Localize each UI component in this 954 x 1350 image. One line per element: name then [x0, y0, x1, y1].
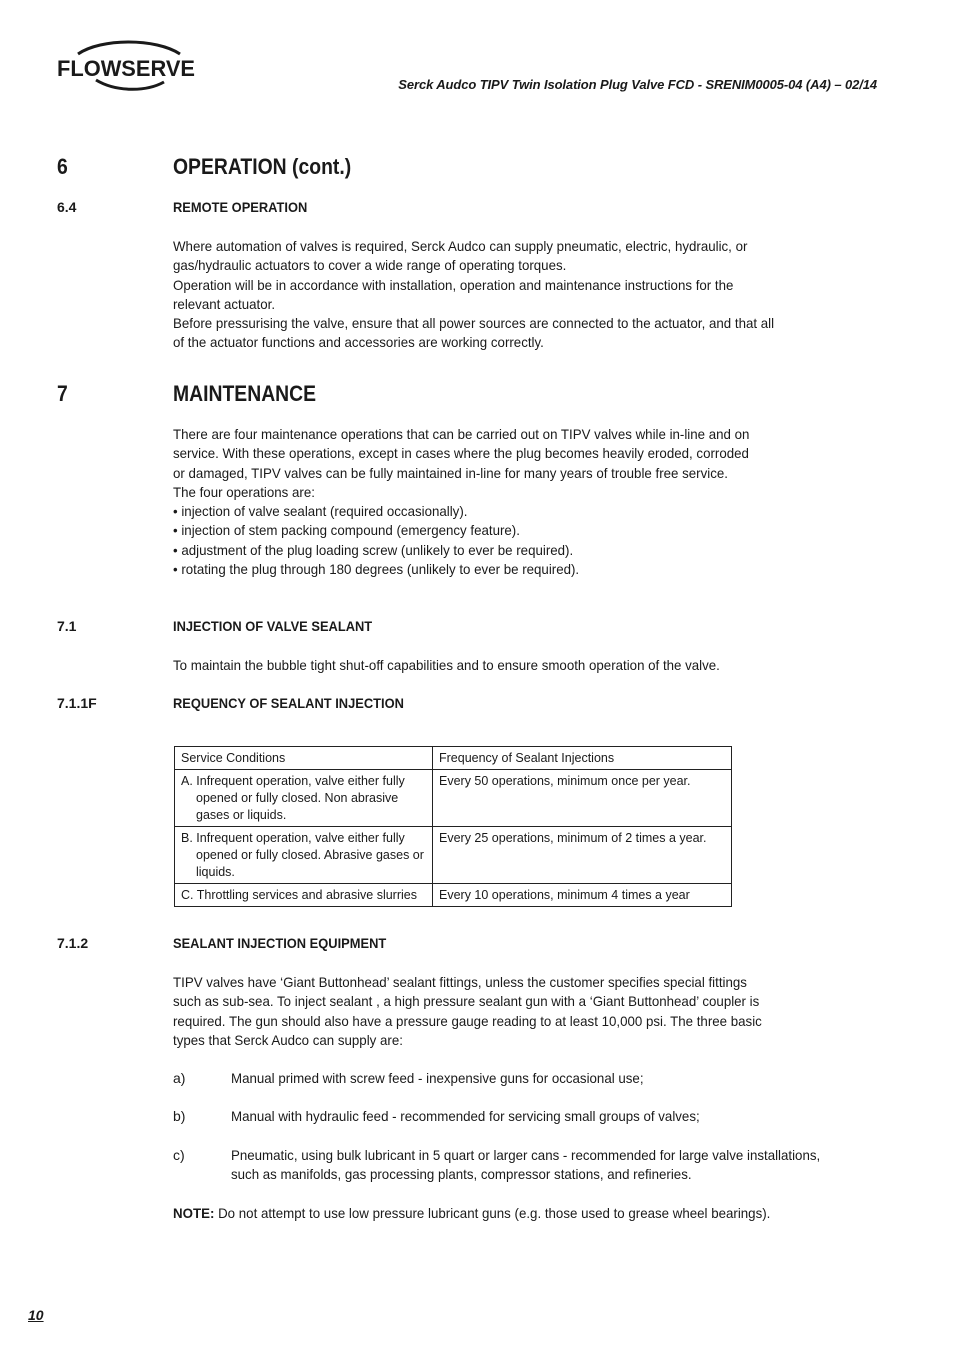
text-line: There are four maintenance operations that can be carried out on TIPV valves while in-line and on [173, 426, 750, 442]
remote-operation-text [173, 237, 800, 353]
bullet-item: • rotating the plug through 180 degrees (unlikely to ever be required). [173, 561, 580, 578]
section-7-1-2-title: SEALANT INJECTION EQUIPMENT [173, 935, 387, 951]
section-7-1-1-title: REQUENCY OF SEALANT INJECTION [173, 695, 404, 711]
section-6-number: 6 [57, 154, 68, 179]
note-text: Do not attempt to use low pressure lubricant guns (e.g. those used to grease wheel bearings). [214, 1205, 771, 1221]
list-text-line: such as manifolds, gas processing plants, compressor stations, and refineries. [231, 1166, 692, 1183]
table-header-cell: Service Conditions [175, 747, 433, 770]
text-line: Where automation of valves is required, Serck Audco can supply pneumatic, electric, hydraulic, or [173, 238, 748, 254]
text-line: Before pressurising the valve, ensure that all power sources are connected to the actuator, and that all [173, 315, 775, 332]
text-line: Operation will be in accordance with installation, operation and maintenance instructions for the [173, 276, 734, 293]
section-6-4-number: 6.4 [57, 199, 77, 215]
list-text-line: Pneumatic, using bulk lubricant in 5 quart or larger cans - recommended for large valve installations, [231, 1147, 821, 1163]
table-cell [175, 770, 433, 827]
table-cell: Every 50 operations, minimum once per year. [433, 770, 732, 827]
flowserve-logo [56, 40, 198, 92]
document-reference: Serck Audco TIPV Twin Isolation Plug Valve FCD - SRENIM0005-04 (A4) – 02/14 [398, 77, 877, 92]
section-6-4-title: REMOTE OPERATION [173, 199, 308, 215]
note-paragraph [173, 1204, 838, 1223]
section-7-number: 7 [57, 381, 68, 406]
table-cell [175, 827, 433, 884]
section-7-1-1-number: 7.1.1F [57, 695, 97, 711]
sealant-frequency-table [174, 746, 732, 907]
list-label: a) [173, 1070, 186, 1086]
text-line: of the actuator functions and accessories are working correctly. [173, 334, 544, 351]
list-text [231, 1146, 915, 1185]
section-6-title: OPERATION (cont.) [173, 154, 352, 179]
table-row [175, 884, 732, 907]
text-line: relevant actuator. [173, 295, 276, 312]
table-row [175, 770, 732, 827]
table-row [175, 827, 732, 884]
section-7-1-number: 7.1 [57, 618, 77, 634]
text-line: types that Serck Audco can supply are: [173, 1031, 403, 1048]
text-line: required. The gun should also have a pressure gauge reading to at least 10,000 psi. The three basic [173, 1012, 762, 1029]
list-label: b) [173, 1108, 186, 1124]
equipment-text [173, 973, 800, 1050]
table-header-row [175, 747, 732, 770]
note-label: NOTE: [173, 1205, 215, 1221]
section-7-title: MAINTENANCE [173, 381, 317, 406]
bullet-item: • adjustment of the plug loading screw (unlikely to ever be required). [173, 541, 574, 558]
table-cell: Every 25 operations, minimum of 2 times a year. [433, 827, 732, 884]
text-line: The four operations are: [173, 483, 315, 500]
text-line: such as sub-sea. To inject sealant , a high pressure sealant gun with a ‘Giant Buttonhead’ coupler is [173, 993, 760, 1010]
sealant-injection-text [173, 656, 800, 675]
text-line: TIPV valves have ‘Giant Buttonhead’ sealant fittings, unless the customer specifies special fittings [173, 974, 747, 990]
list-text: Manual with hydraulic feed - recommended for servicing small groups of valves; [231, 1108, 700, 1124]
section-7-1-title: INJECTION OF VALVE SEALANT [173, 618, 373, 634]
cell-text: B. Infrequent operation, valve either fully opened or fully closed. Abrasive gases or liquids. [181, 831, 424, 879]
text-line: or damaged, TIPV valves can be fully maintained in-line for many years of trouble free service. [173, 464, 728, 481]
text-line: gas/hydraulic actuators to cover a wide range of operating torques. [173, 257, 567, 274]
list-text: Manual primed with screw feed - inexpensive guns for occasional use; [231, 1070, 644, 1086]
list-label: c) [173, 1147, 185, 1163]
bullet-item: • injection of valve sealant (required occasionally). [173, 503, 468, 520]
table-cell: Every 10 operations, minimum 4 times a year [433, 884, 732, 907]
logo-wordmark: FLOWSERVE [57, 56, 195, 81]
maintenance-text [173, 425, 800, 579]
table-header-cell: Frequency of Sealant Injections [433, 747, 732, 770]
note-line [173, 1204, 838, 1223]
section-7-1-2-number: 7.1.2 [57, 935, 89, 951]
text-line: To maintain the bubble tight shut-off capabilities and to ensure smooth operation of the valve. [173, 657, 720, 673]
cell-text: A. Infrequent operation, valve either fully opened or fully closed. Non abrasive gases or liquids. [181, 774, 405, 822]
table-cell: C. Throttling services and abrasive slurries [175, 884, 433, 907]
text-line: service. With these operations, except in cases where the plug becomes heavily eroded, corroded [173, 445, 749, 462]
bullet-item: • injection of stem packing compound (emergency feature). [173, 522, 520, 539]
page-number: 10 [28, 1307, 44, 1323]
flowserve-logo-swoosh [56, 40, 198, 92]
